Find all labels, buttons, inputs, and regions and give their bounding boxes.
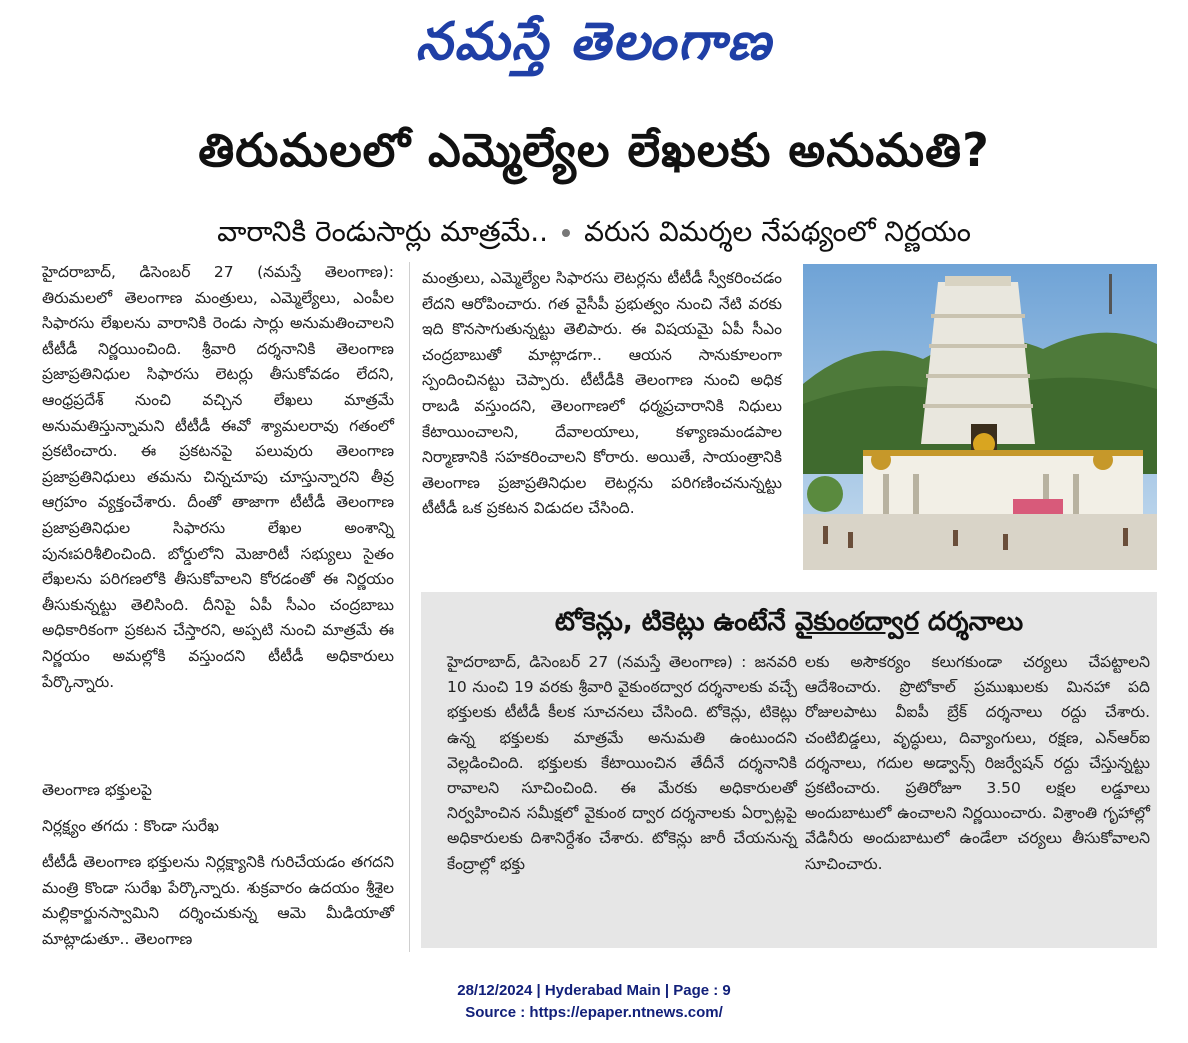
box-title — [421, 600, 1157, 644]
temple-photo — [803, 264, 1157, 570]
subheadline — [0, 210, 1188, 254]
headline: తిరుమలలో ఎమ్మెల్యేల లేఖలకు అనుమతి? — [198, 123, 990, 177]
box-column-2: లకు అసౌకర్యం కలుగకుండా చర్యలు చేపట్టాలని ఆదేశించారు. ప్రొటోకాల్ ప్రముఖులకు మినహా పది రోజులపాటు వీఐపీ బ్రేక్ దర్శనాలు రద్దు చేశారు. చంటిబిడ్డలు, వృద్ధులు, దివ్యాంగులు, రక్షణ, ఎన్ఆర్ఐ దర్శనాలు, గదుల అడ్వాన్స్ రిజర్వేషన్ రద్దు చేస్తున్నట్టు ప్రకటించారు. ప్రతిరోజూ 3.50 లక్షల లడ్డూలు అందుబాటులో ఉంచాలని నిర్ణయించారు. విశ్రాంతి గృహాల్లో వేడినీరు అందుబాటులో ఉండేలా చర్యలు తీసుకోవాలని సూచించారు. — [805, 653, 1150, 873]
sidebar-story-body: టీటీడీ తెలంగాణ భక్తులను నిర్లక్ష్యానికి గురిచేయడం తగదని మంత్రి కొండా సురేఖ పేర్కొన్నారు. శుక్రవారం ఉదయం శ్రీశైల మల్లికార్జునస్వామిని దర్శించుకున్న ఆమె మీడియాతో మాట్లాడుతూ.. తెలంగాణ — [42, 853, 394, 948]
box-title-part-c: దర్శనాలు — [918, 607, 1024, 637]
bullet-dot-icon — [562, 229, 570, 237]
subheadline-part1: వారానికి రెండుసార్లు మాత్రమే.. — [217, 215, 549, 248]
article-column-1: హైదరాబాద్, డిసెంబర్ 27 (నమస్తే తెలంగాణ): తిరుమలలో తెలంగాణ మంత్రులు, ఎమ్మెల్యేలు, ఎంపీల సిఫారసు లేఖలను వారానికి రెండు సార్లు అనుమతించాలని టీటీడీ నిర్ణయించింది. శ్రీవారి దర్శనానికి తెలంగాణ ప్రజాప్రతినిధుల సిఫారసు లెటర్లు తీసుకోవడం లేదని, ఆంధ్రప్రదేశ్ నుంచి వచ్చిన లేఖలు మాత్రమే అనుమతిస్తున్నామని టీటీడీ ఈవో శ్యామలరావు గతంలో ప్రకటించారు. ఈ ప్రకటనపై పలువురు తెలంగాణ ప్రజాప్రతినిధులు తమను చిన్నచూపు చూస్తున్నారని తీవ్ర ఆగ్రహం వ్యక్తంచేశారు. దీంతో తాజాగా టీటీడీ తెలంగాణ ప్రజాప్రతినిధుల సిఫారసు లేఖల అంశాన్ని పునఃపరిశీలించింది. బోర్డులోని మెజారిటీ సభ్యులు సైతం లేఖలను పరిగణలోకి తీసుకోవాలని కోరడంతో ఈ నిర్ణయం తీసుకున్నట్టు తెలిసింది. దీనిపై ఏపీ సీఎం చంద్రబాబు అధికారికంగా ప్రకటన చేస్తారని, అప్పటి నుంచి మాత్రమే ఈ నిర్ణయం అమల్లోకి వస్తుందని టీటీడీ అధికారులు పేర్కొన్నారు. — [42, 263, 394, 691]
sidebar-subtitle-2: నిర్లక్ష్యం తగదు : కొండా సురేఖ — [42, 817, 219, 835]
box-title-part-b: వైకుంఠద్వార — [794, 607, 919, 637]
page-footer — [0, 980, 1188, 1024]
column-divider — [409, 262, 410, 952]
footer-date-edition: 28/12/2024 | Hyderabad Main | Page : 9 — [457, 982, 731, 999]
box-column-1: హైదరాబాద్, డిసెంబర్ 27 (నమస్తే తెలంగాణ) : జనవరి 10 నుంచి 19 వరకు శ్రీవారి వైకుంఠద్వార దర్శనాలకు వచ్చే భక్తులకు టీటీడీ కీలక సూచనలు చేసింది. టోకెన్లు, టికెట్లు ఉన్న భక్తులకు మాత్రమే అనుమతి ఉంటుందని వెల్లడించింది. భక్తులకు కేటాయించిన తేదీనే దర్శనానికి రావాలని సూచించింది. ఈ మేరకు అధికారులతో నిర్వహించిన సమీక్షలో వైకుంఠ ద్వార దర్శనాలకు ఏర్పాట్లపై అధికారులకు దిశానిర్దేశం చేశారు. టోకెన్లు జారీ చేయనున్న కేంద్రాల్లో భక్తు — [447, 653, 797, 873]
article-column-2: మంత్రులు, ఎమ్మెల్యేల సిఫారసు లెటర్లను టీటీడీ స్వీకరించడం లేదని ఆరోపించారు. గత వైసీపీ ప్రభుత్వం నుంచి నేటి వరకు ఇది కొనసాగుతున్నట్టు తెలిపారు. ఈ విషయమై ఏపీ సీఎం చంద్రబాబుతో మాట్లాడగా.. ఆయన సానుకూలంగా స్పందించినట్టు చెప్పారు. టీటీడీకి తెలంగాణ నుంచి అధిక రాబడి వస్తుందని, తెలంగాణలో ధర్మప్రచారానికి నిధులు కేటాయించాలని, దేవాలయాలు, కళ్యాణమండపాల నిర్మాణానికి సహకరించాలని కోరారు. అయితే, సాయంత్రానికి తెలంగాణ ప్రజాప్రతినిధుల లెటర్లను పరిగణించనున్నట్టు టీటీడీ ఒక ప్రకటన విడుదల చేసింది. — [422, 269, 782, 518]
subheadline-part2: వరుస విమర్శల నేపథ్యంలో నిర్ణయం — [584, 215, 971, 248]
darshan-tokens-box — [421, 592, 1157, 948]
footer-source-link[interactable]: Source : https://epaper.ntnews.com/ — [465, 1004, 723, 1021]
sidebar-subtitle-1: తెలంగాణ భక్తులపై — [42, 781, 153, 799]
newspaper-masthead: నమస్తే తెలంగాణ — [415, 11, 773, 72]
box-title-part-a: టోకెన్లు, టికెట్లు ఉంటేనే — [554, 607, 795, 637]
